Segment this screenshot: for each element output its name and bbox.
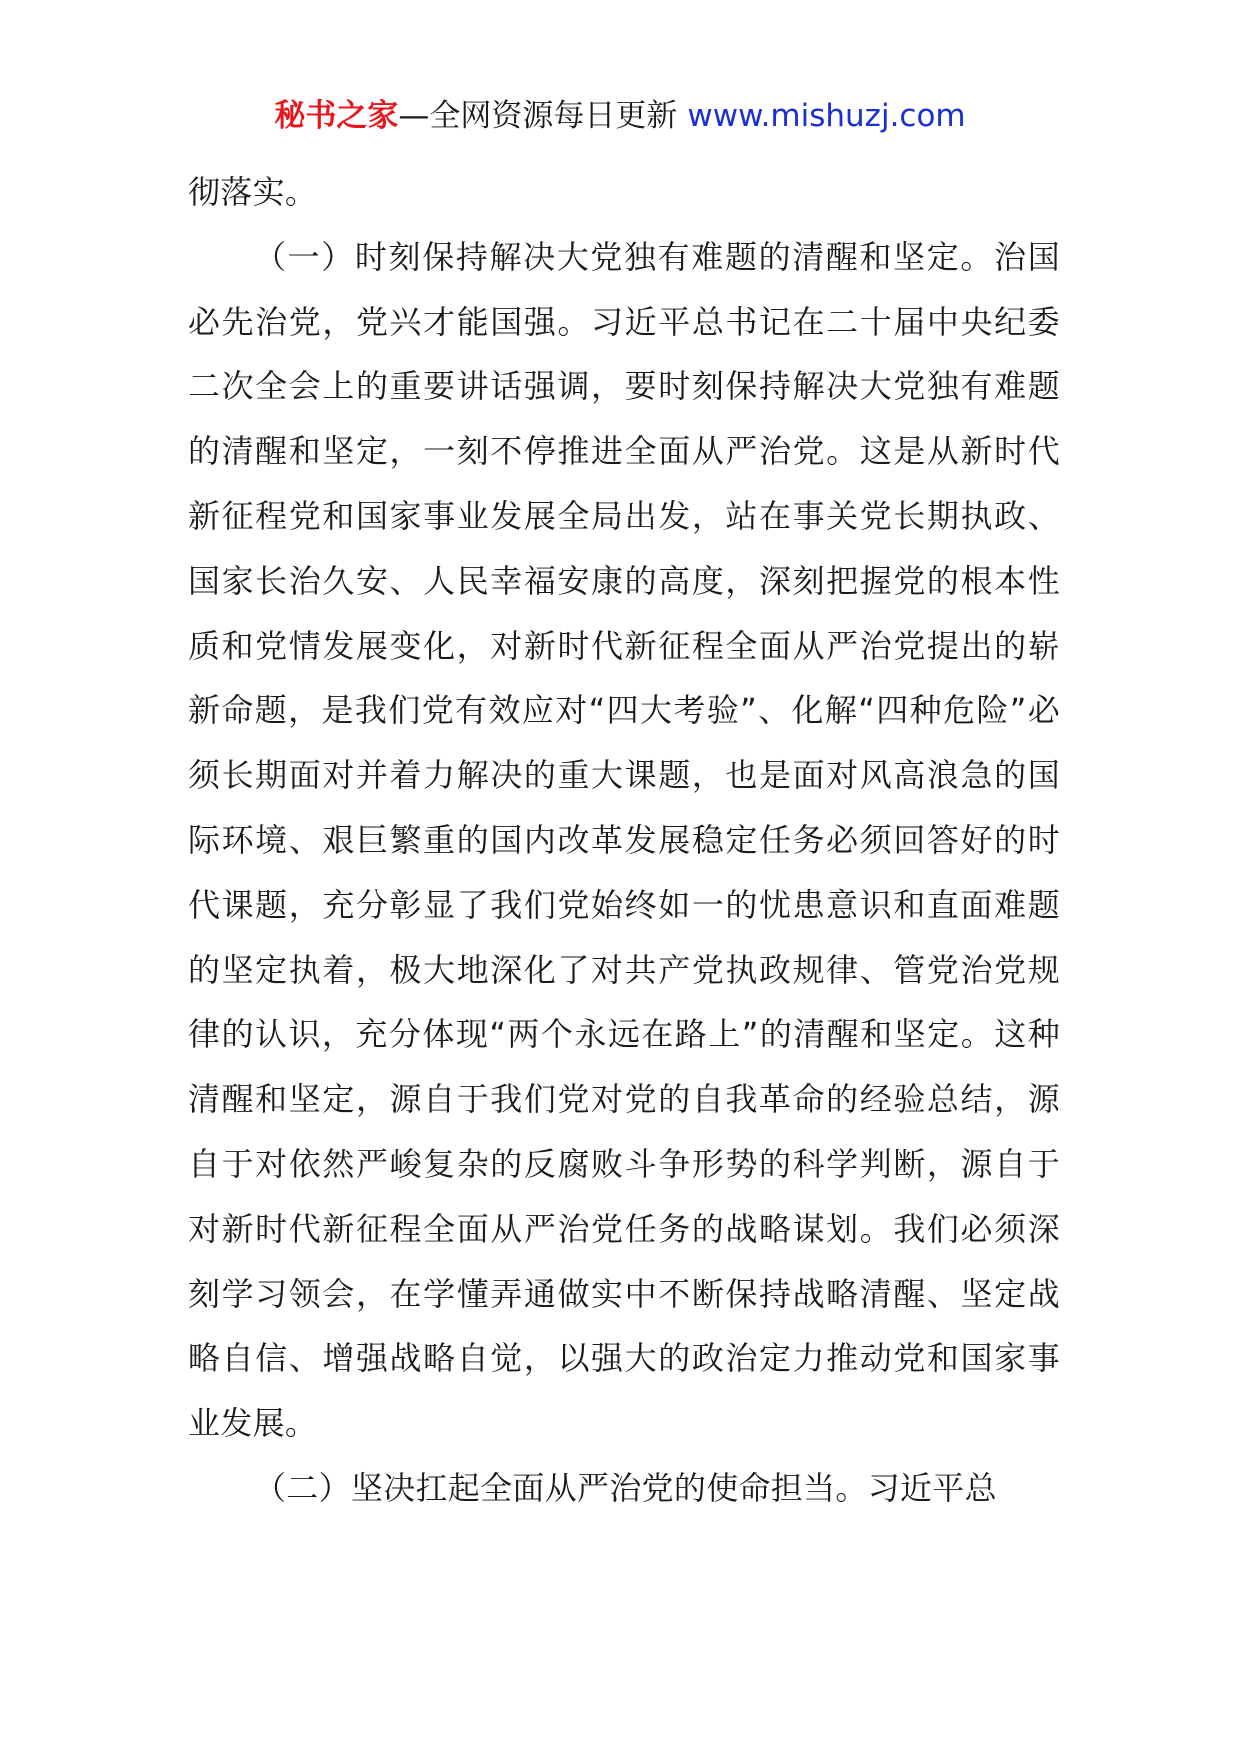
brand-name: 秘书之家 (274, 98, 399, 134)
header-tagline: —全网资源每日更新 (398, 98, 678, 134)
page-header (0, 96, 1240, 136)
site-url-link[interactable]: www.mishuzj.com (687, 98, 966, 134)
document-body (188, 160, 1060, 1521)
paragraph-section-one: （一）时刻保持解决大党独有难题的清醒和坚定。治国必先治党，党兴才能国强。习近平总书记在二十届中央纪委二次全会上的重要讲话强调，要时刻保持解决大党独有难题的清醒和坚定，一刻不停推进全面从严治党。这是从新时代新征程党和国家事业发展全局出发，站在事关党长期执政、国家长治久安、人民幸福安康的高度，深刻把握党的根本性质和党情发展变化，对新时代新征程全面从严治党提出的崭新命题，是我们党有效应对“四大考验”、化解“四种危险”必须长期面对并着力解决的重大课题，也是面对风高浪急的国际环境、艰巨繁重的国内改革发展稳定任务必须回答好的时代课题，充分彰显了我们党始终如一的忧患意识和直面难题的坚定执着，极大地深化了对共产党执政规律、管党治党规律的认识，充分体现“两个永远在路上”的清醒和坚定。这种清醒和坚定，源自于我们党对党的自我革命的经验总结，源自于对依然严峻复杂的反腐败斗争形势的科学判断，源自于对新时代新征程全面从严治党任务的战略谋划。我们必须深刻学习领会，在学懂弄通做实中不断保持战略清醒、坚定战略自信、增强战略自觉，以强大的政治定力推动党和国家事业发展。 (188, 237, 1060, 1443)
paragraph-section-two: （二）坚决扛起全面从严治党的使命担当。习近平总 (254, 1468, 997, 1507)
paragraph-continuation: 彻落实。 (188, 173, 318, 211)
